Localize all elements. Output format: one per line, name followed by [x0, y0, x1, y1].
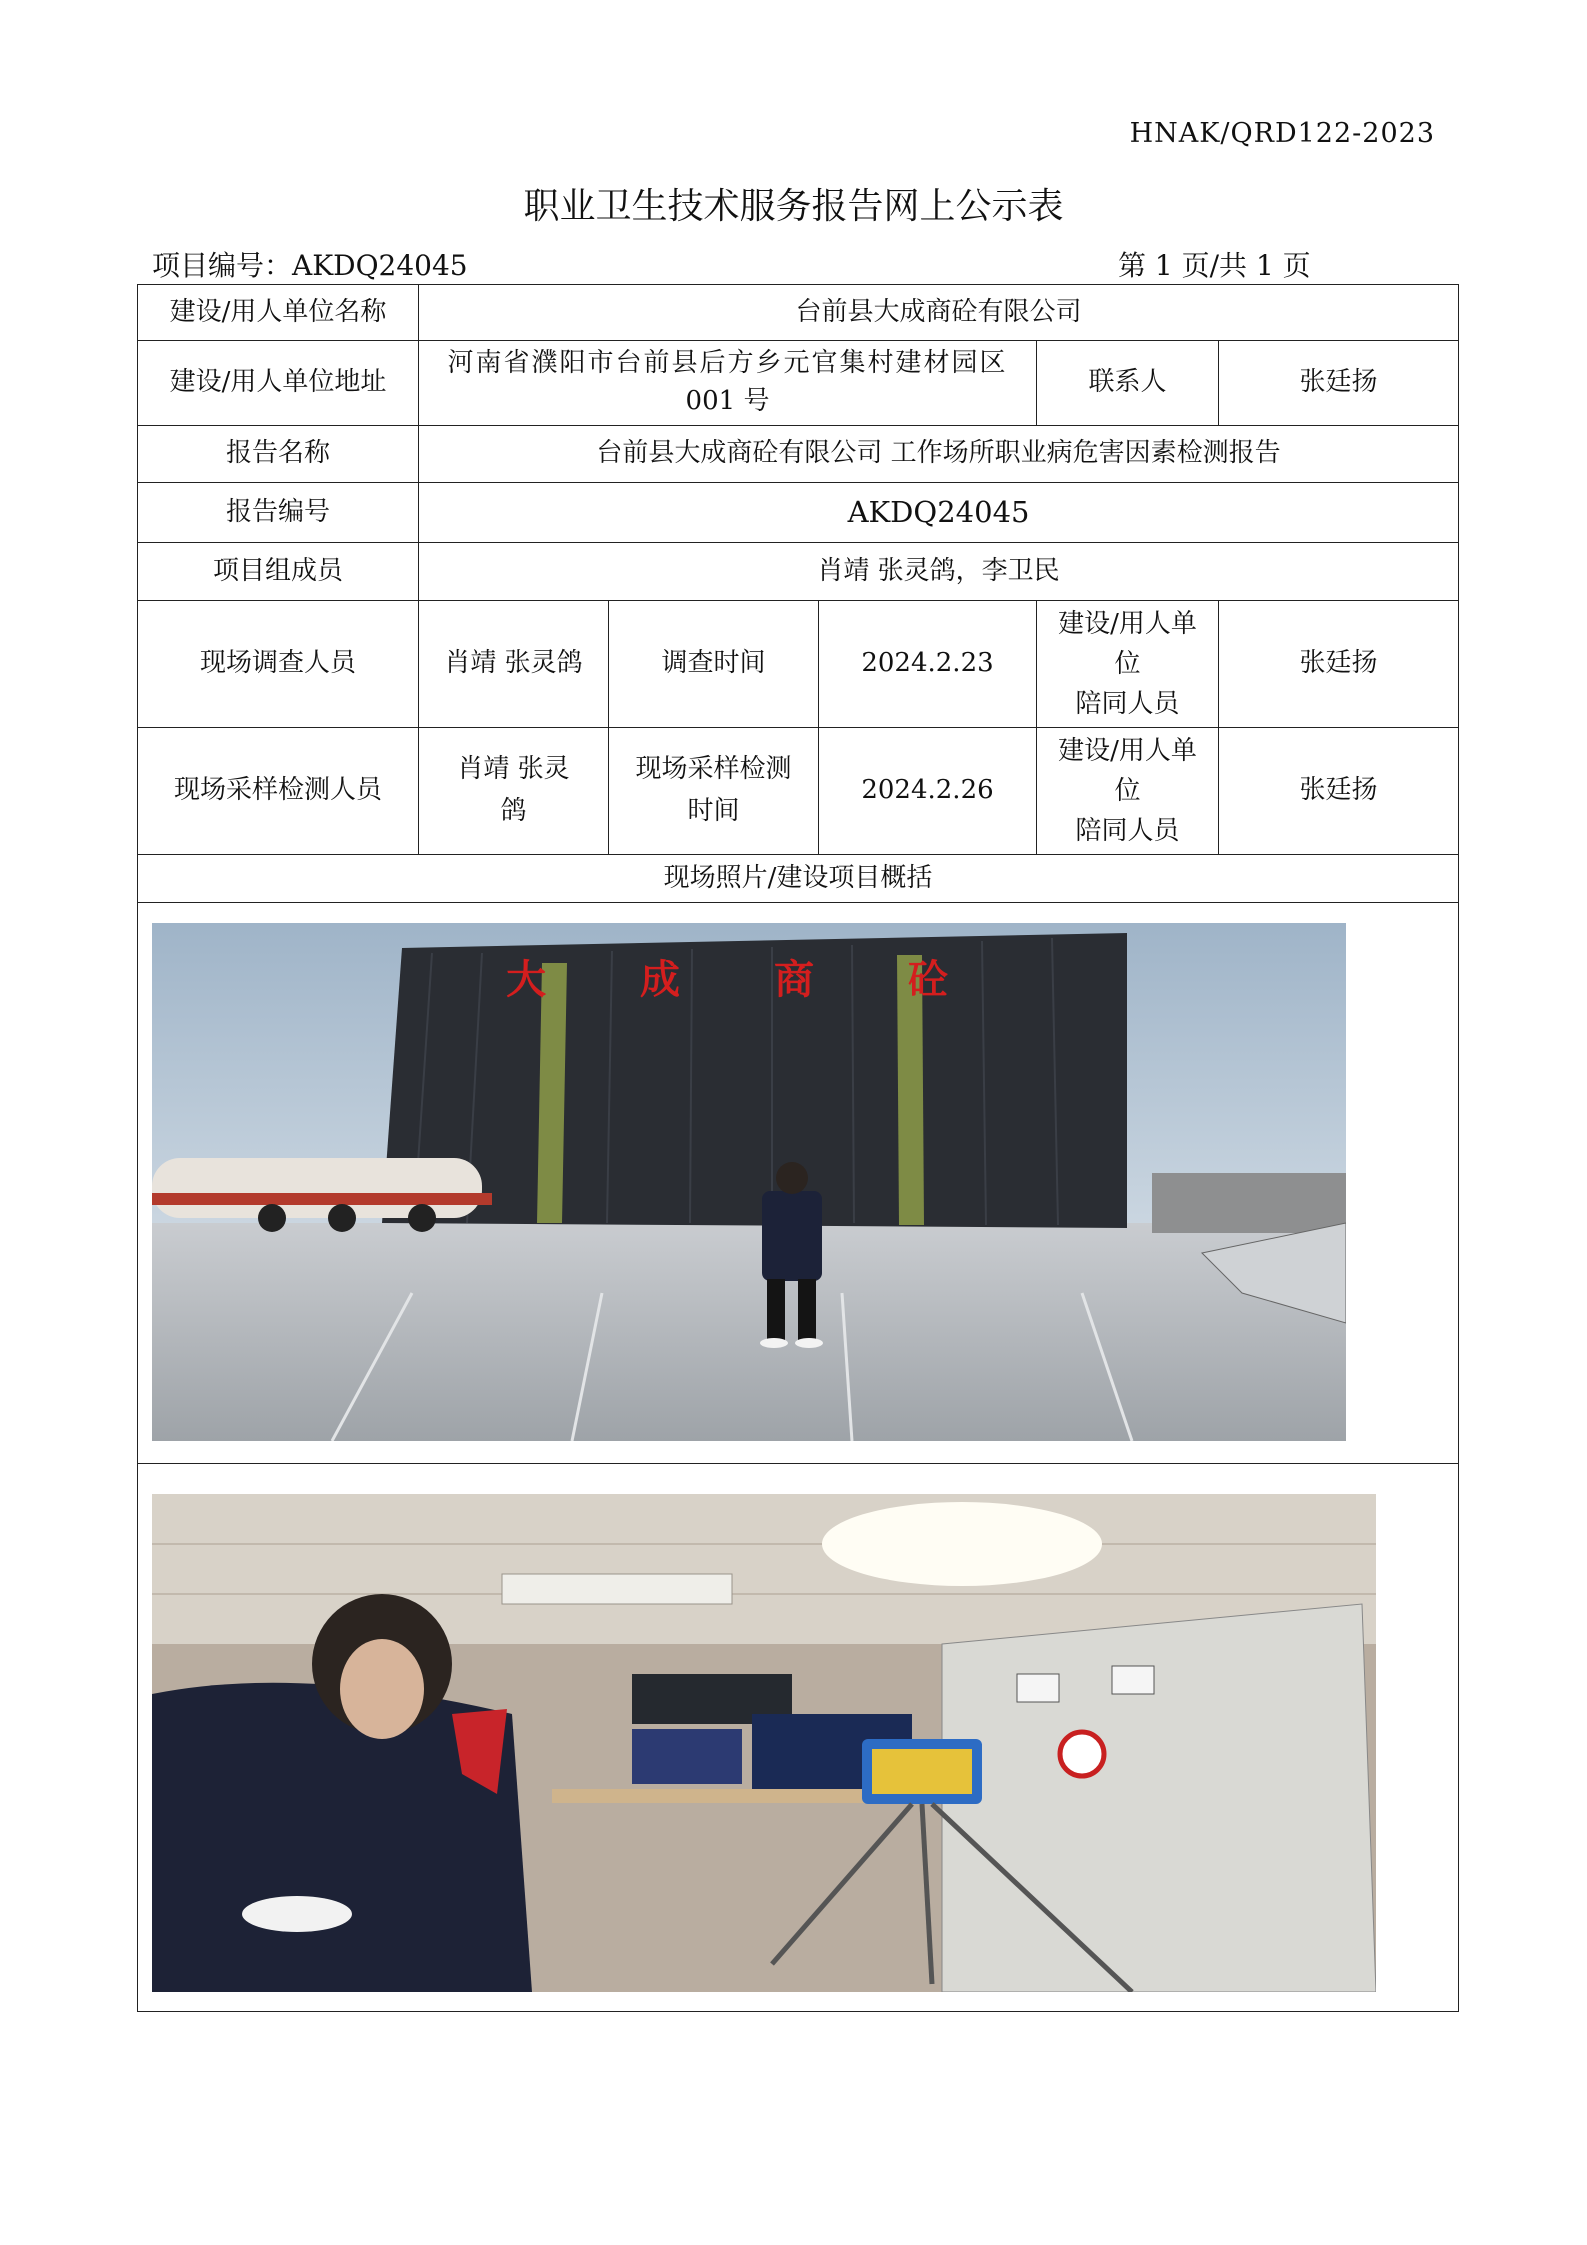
escort-label-line-3: 陪同人员 [1075, 816, 1180, 847]
escort-label-line-3: 陪同人员 [1075, 689, 1180, 720]
survey-escort-label [1037, 601, 1219, 728]
table-row [138, 1464, 1459, 2012]
address-line-1: 河南省濮阳市台前县后方乡元官集村建材园区 [447, 348, 1008, 379]
survey-time-value: 2024.2.23 [819, 601, 1037, 728]
sampling-staff-line-1: 肖靖 张灵 [457, 754, 570, 785]
survey-staff-label: 现场调查人员 [138, 601, 419, 728]
sampling-staff-value [419, 728, 609, 855]
photo-cell-1 [138, 903, 1459, 1464]
sampling-staff-label: 现场采样检测人员 [138, 728, 419, 855]
table-row [138, 341, 1459, 426]
escort-label-line-2: 位 [1114, 775, 1141, 806]
team-label: 项目组成员 [138, 543, 419, 601]
report-number-label: 报告编号 [138, 483, 419, 543]
sampling-escort-label [1037, 728, 1219, 855]
sampling-room-photo [152, 1494, 1376, 1992]
building-sign-text: 大 成 商 砼 [506, 957, 988, 1003]
survey-staff-value: 肖靖 张灵鸽 [419, 601, 609, 728]
report-name-value: 台前县大成商砼有限公司 工作场所职业病危害因素检测报告 [419, 426, 1459, 483]
table-row [138, 483, 1459, 543]
table-row [138, 543, 1459, 601]
sampling-time-label-line-1: 现场采样检测 [635, 754, 792, 785]
table-row [138, 285, 1459, 341]
project-number: 项目编号：AKDQ24045 [152, 249, 468, 282]
unit-address-value [419, 341, 1037, 426]
sampling-staff-line-2: 鸽 [500, 796, 527, 826]
page-title: 职业卫生技术服务报告网上公示表 [523, 186, 1064, 227]
table-row [138, 601, 1459, 728]
unit-address-label: 建设/用人单位地址 [138, 341, 419, 426]
disclosure-table [137, 284, 1459, 2012]
sampling-time-label-line-2: 时间 [687, 796, 740, 826]
escort-label-line-2: 位 [1114, 648, 1141, 679]
photos-section-label: 现场照片/建设项目概括 [138, 855, 1459, 903]
survey-time-label: 调查时间 [609, 601, 819, 728]
table-row [138, 728, 1459, 855]
sampling-escort-value: 张廷扬 [1219, 728, 1459, 855]
team-value: 肖靖 张灵鸽，李卫民 [419, 543, 1459, 601]
report-name-label: 报告名称 [138, 426, 419, 483]
address-line-2: 001 号 [685, 386, 770, 416]
photo-cell-2 [138, 1464, 1459, 2012]
document-code: HNAK/QRD122-2023 [1129, 118, 1435, 149]
contact-label: 联系人 [1037, 341, 1219, 426]
sampling-time-label [609, 728, 819, 855]
sampling-time-value: 2024.2.26 [819, 728, 1037, 855]
report-number-value: AKDQ24045 [419, 483, 1459, 543]
escort-label-line-1: 建设/用人单 [1058, 735, 1197, 766]
contact-value: 张廷扬 [1219, 341, 1459, 426]
unit-name-label: 建设/用人单位名称 [138, 285, 419, 341]
page-info: 第 1 页/共 1 页 [1118, 249, 1311, 282]
table-row [138, 855, 1459, 903]
escort-label-line-1: 建设/用人单 [1058, 608, 1197, 639]
survey-escort-value: 张廷扬 [1219, 601, 1459, 728]
table-row [138, 903, 1459, 1464]
site-exterior-photo [152, 923, 1346, 1441]
table-row [138, 426, 1459, 483]
unit-name-value: 台前县大成商砼有限公司 [419, 285, 1459, 341]
